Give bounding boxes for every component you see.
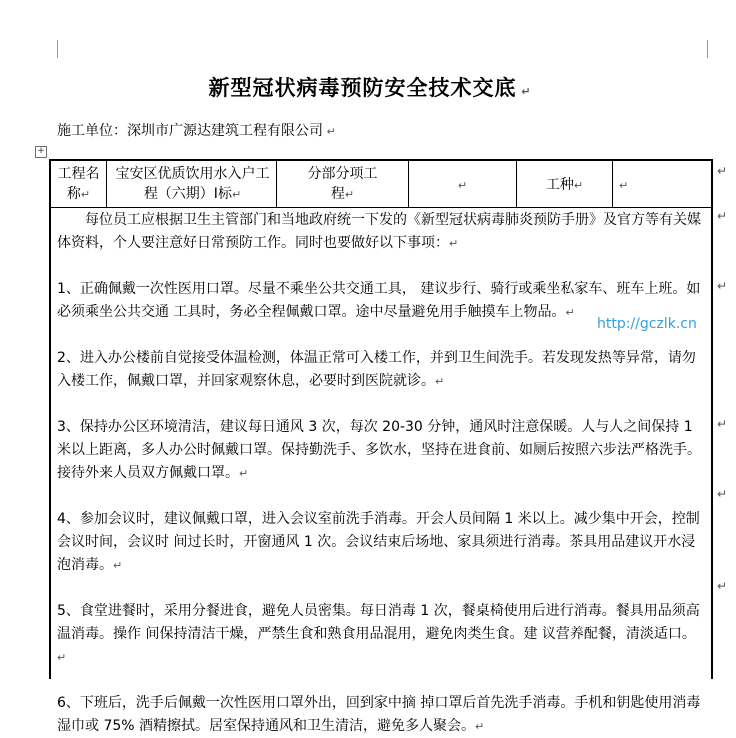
intro-paragraph: 每位员工应根据卫生主管部门和当地政府统一下发的《新型冠状病毒肺炎预防手册》及官方等有关媒体资料，个人要注意好日常预防工作。同时也要做好以下事项：↵ (57, 212, 701, 251)
crop-mark-top-left-v (57, 40, 58, 58)
row-end-mark-icon: ↵ (717, 279, 728, 293)
table-content-cell (51, 209, 711, 738)
trade-value: ↵ (619, 179, 629, 192)
paragraph-mark-icon: ↵ (516, 85, 532, 98)
table-header-row (51, 161, 711, 208)
row-end-mark-icon: ↵ (717, 487, 728, 501)
subdivision-value: ↵ (409, 161, 517, 207)
project-name-value: 宝安区优质饮用水入户工程（六期）Ⅰ标↵ (107, 161, 277, 207)
row-end-mark-icon: ↵ (717, 579, 728, 593)
crop-mark-top-right-v (707, 40, 708, 58)
trade-label: 工种↵ (517, 161, 613, 207)
item-paragraph-2: 2、进入办公楼前自觉接受体温检测，体温正常可入楼工作，并到卫生间洗手。若发现发热等异常，请勿入楼工作，佩戴口罩，并回家观察休息，必要时到医院就诊。↵ (57, 350, 696, 389)
item-paragraph-1: 1、正确佩戴一次性医用口罩。尽量不乘坐公共交通工具， 建议步行、骑行或乘坐私家车、班车上班。如必须乘坐公共交通 工具时，务必全程佩戴口罩。途中尽量避免用手触摸车上物品。↵ (57, 281, 701, 320)
item-paragraph-6: 6、下班后，洗手后佩戴一次性医用口罩外出，回到家中摘 掉口罩后首先洗手消毒。手机和钥匙使用消毒湿巾或 75% 酒精擦拭。居室保持通风和卫生清洁，避免多人聚会。↵ (57, 695, 701, 734)
paragraph-mark-icon: ↵ (323, 125, 336, 138)
subdivision-label: 分部分项工程↵ (277, 161, 409, 207)
row-end-mark-icon: ↵ (717, 209, 728, 223)
construction-unit: 施工单位：深圳市广源达建筑工程有限公司 ↵ (57, 123, 336, 139)
row-end-mark-icon: ↵ (717, 417, 728, 431)
disclosure-table (49, 159, 713, 734)
document-title: 新型冠状病毒预防安全技术交底 ↵ (208, 76, 532, 100)
row-end-mark-icon: ↵ (717, 164, 728, 178)
item-paragraph-5: 5、食堂进餐时，采用分餐进食，避免人员密集。每日消毒 1 次，餐桌椅使用后进行消毒。餐具用品须高温消毒。操作 间保持清洁干燥，严禁生食和熟食用品混用，避免肉类生食。建 议营养配餐，清淡适口。↵ (57, 603, 700, 664)
item-paragraph-4: 4、参加会议时，建议佩戴口罩，进入会议室前洗手消毒。开会人员间隔 1 米以上。减少集中开会，控制会议时间，会议时 间过长时，开窗通风 1 次。会议结束后场地、家具须进行消毒。茶具用品建议开水浸泡消毒。↵ (57, 511, 700, 573)
project-name-label: 工程名称↵ (51, 161, 107, 207)
site-watermark: http://gczlk.cn (597, 316, 697, 332)
table-move-handle-icon[interactable]: + (35, 146, 47, 158)
item-paragraph-3: 3、保持办公区环境清洁，建议每日通风 3 次，每次 20-30 分钟，通风时注意保暖。人与人之间保持 1 米以上距离，多人办公时佩戴口罩。保持勤洗手、多饮水，坚持在进食前、如厕后按照六步法严格洗手。接待外来人员双方佩戴口罩。↵ (57, 419, 701, 481)
